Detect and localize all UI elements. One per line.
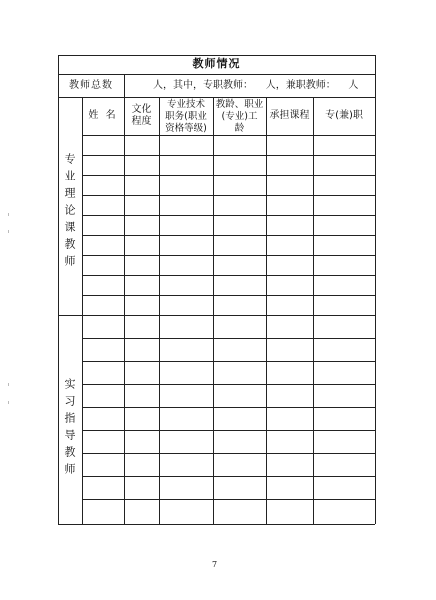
table-top-border xyxy=(58,55,375,56)
page-number: 7 xyxy=(212,560,218,569)
row-line xyxy=(82,275,375,276)
row-line xyxy=(82,175,375,176)
summary-text: 人，其中，专职教师： 人，兼职教师： 人 xyxy=(153,80,359,91)
table-left-border xyxy=(58,55,59,524)
row-line xyxy=(82,235,375,236)
col-divider-3 xyxy=(213,97,214,524)
col-divider-5 xyxy=(313,97,314,524)
scan-mark xyxy=(8,401,9,404)
row-line xyxy=(82,384,375,385)
row-line xyxy=(82,407,375,408)
row-line xyxy=(82,338,375,339)
section-divider xyxy=(58,315,375,316)
scan-mark xyxy=(8,213,9,216)
col-divider-4 xyxy=(266,97,267,524)
row-line xyxy=(82,255,375,256)
section-label-practice: 实习指导教师 xyxy=(63,378,76,480)
header-seniority: 教龄、职业 (专业)工 龄 xyxy=(215,99,264,134)
row-line xyxy=(82,476,375,477)
header-row-bottom xyxy=(82,135,375,136)
header-title: 专业技术 职务(职业 资格等级) xyxy=(165,99,207,134)
row-line xyxy=(82,361,375,362)
scan-mark xyxy=(8,230,9,233)
row-line xyxy=(82,195,375,196)
col-divider-2 xyxy=(159,97,160,524)
header-education: 文化 程度 xyxy=(131,104,152,127)
title-row-bottom xyxy=(58,74,375,75)
table-bottom-border xyxy=(58,524,375,525)
table-right-border xyxy=(375,55,376,524)
summary-label: 教师总数 xyxy=(69,80,113,91)
section-label-divider xyxy=(82,97,83,524)
col-divider-1 xyxy=(124,97,125,524)
section-label-theory: 专业理论课教师 xyxy=(63,153,76,272)
row-line xyxy=(82,295,375,296)
row-line xyxy=(82,453,375,454)
header-name: 姓 名 xyxy=(88,110,118,121)
table-title: 教师情况 xyxy=(192,57,241,70)
row-line xyxy=(82,215,375,216)
summary-row-bottom xyxy=(58,97,375,98)
header-courses: 承担课程 xyxy=(269,110,310,121)
header-type: 专(兼)职 xyxy=(325,110,363,121)
scan-mark xyxy=(8,383,9,386)
row-line xyxy=(82,499,375,500)
summary-label-divider xyxy=(124,74,125,97)
row-line xyxy=(82,430,375,431)
row-line xyxy=(82,155,375,156)
